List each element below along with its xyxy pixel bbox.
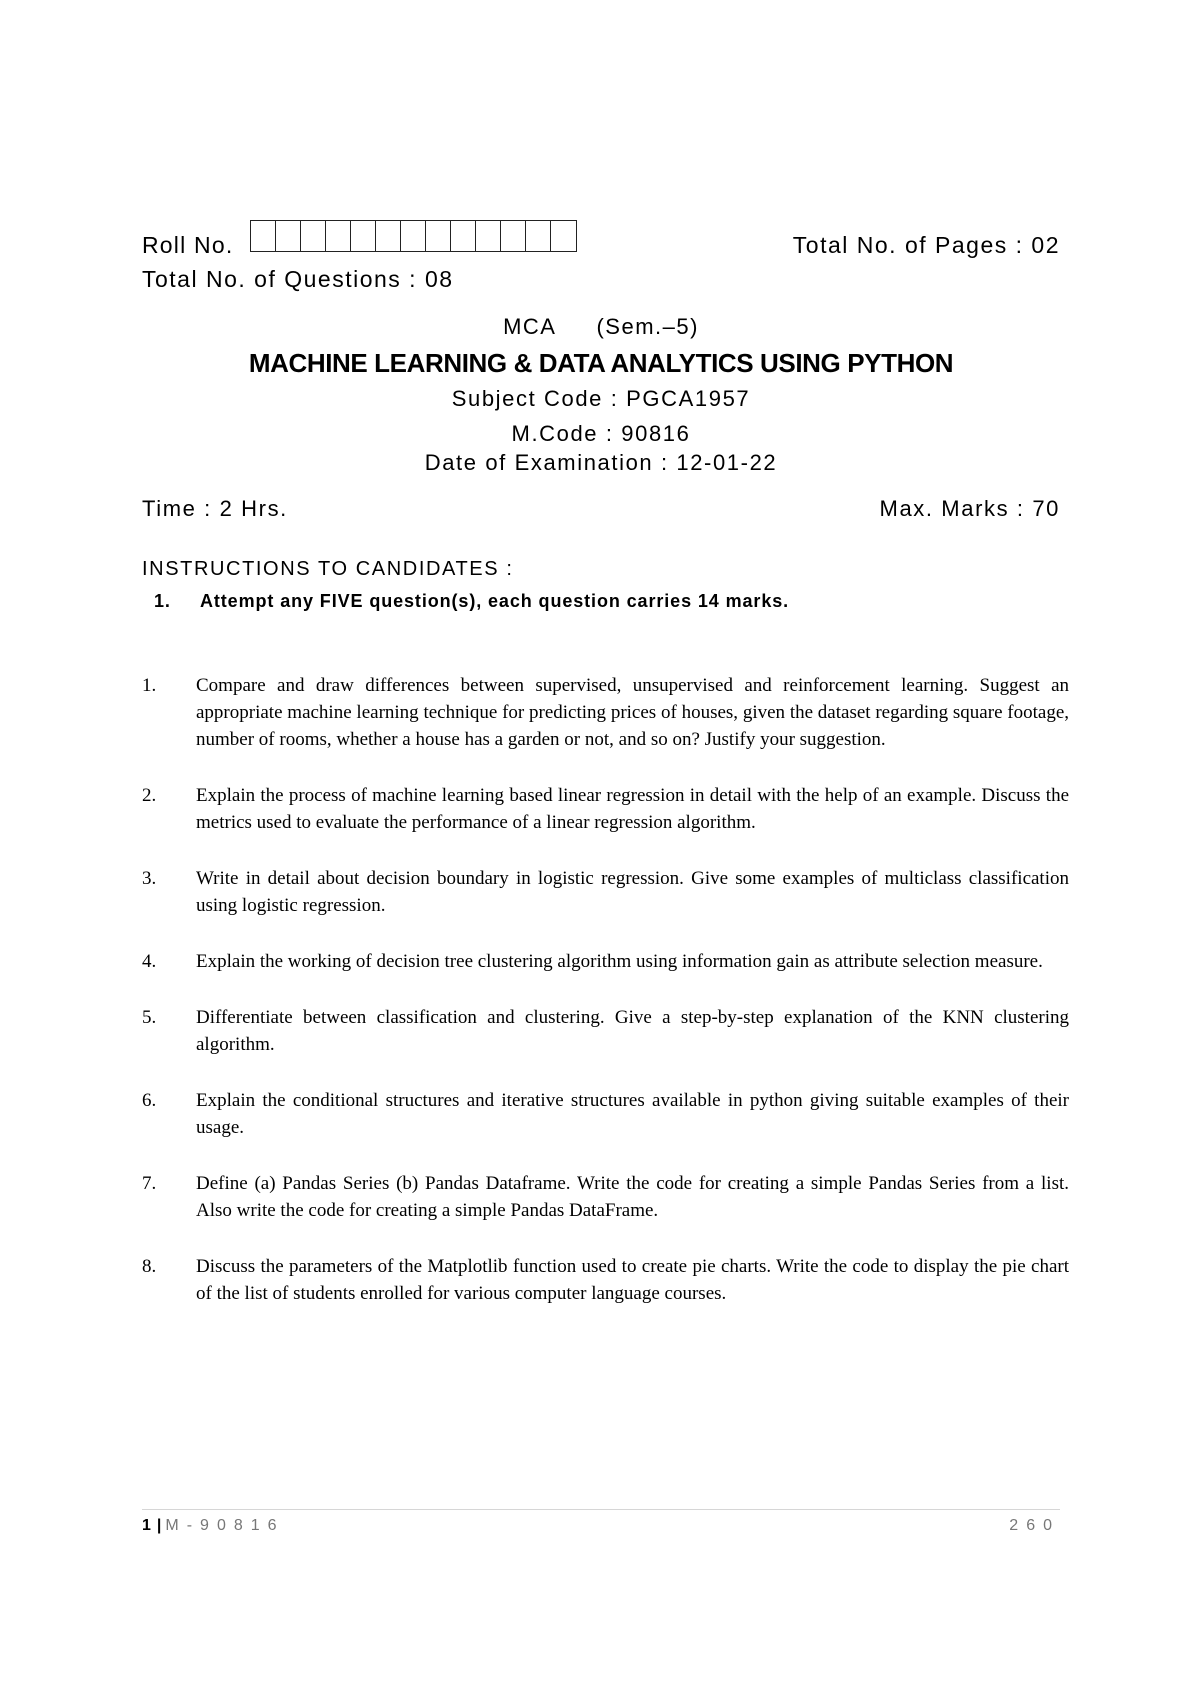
question-item xyxy=(142,782,1069,836)
total-pages-label: Total No. of Pages : 02 xyxy=(792,232,1060,258)
question-item xyxy=(142,948,1069,975)
time-marks-row xyxy=(142,496,1060,528)
question-number: 3. xyxy=(142,868,157,889)
question-number: 1. xyxy=(142,675,157,696)
question-item xyxy=(142,672,1069,753)
question-text: Discuss the parameters of the Matplotlib function used to create pie charts. Write the code to display the pie chart of the list of students enrolled for various computer language courses. xyxy=(196,1256,1069,1304)
roll-number-box xyxy=(476,221,501,251)
instruction-item xyxy=(154,591,789,612)
instruction-text: Attempt any FIVE question(s), each question carries 14 marks. xyxy=(200,591,790,611)
footer-separator: | xyxy=(156,1517,162,1534)
question-text: Explain the conditional structures and iterative structures available in python giving suitable examples of their usage. xyxy=(196,1090,1069,1138)
instructions-heading: INSTRUCTIONS TO CANDIDATES : xyxy=(142,558,514,580)
roll-number-box xyxy=(376,221,401,251)
roll-number-box xyxy=(276,221,301,251)
question-number: 5. xyxy=(142,1007,157,1028)
roll-number-box xyxy=(426,221,451,251)
course-line xyxy=(142,314,1060,340)
subject-code: Subject Code : PGCA1957 xyxy=(451,386,751,411)
question-text: Define (a) Pandas Series (b) Pandas Dataframe. Write the code for creating a simple Pandas Series from a list. Also write the code for creating a simple Pandas DataFrame. xyxy=(196,1173,1069,1221)
semester: (Sem.–5) xyxy=(596,314,699,339)
roll-number-box xyxy=(351,221,376,251)
roll-number-box xyxy=(551,221,576,251)
roll-number-box xyxy=(401,221,426,251)
footer-left xyxy=(142,1517,285,1535)
footer-divider xyxy=(142,1509,1060,1510)
question-text: Compare and draw differences between supervised, unsupervised and reinforcement learning. Suggest an appropriate machine learning technique for predicting prices of houses, given the dataset regarding square footage, number of rooms, whether a house has a garden or not, and so on? Justify your suggestion. xyxy=(196,675,1069,750)
question-number: 6. xyxy=(142,1090,157,1111)
question-number: 4. xyxy=(142,951,157,972)
footer-paper-code: M-90816 xyxy=(165,1517,285,1534)
question-item xyxy=(142,865,1069,919)
footer-right-code: 260 xyxy=(1009,1517,1060,1534)
question-number: 2. xyxy=(142,785,157,806)
question-text: Differentiate between classification and clustering. Give a step-by-step explanation of the KNN clustering algorithm. xyxy=(196,1007,1069,1055)
footer-page-number: 1 xyxy=(142,1517,151,1534)
roll-number-row xyxy=(142,220,1060,262)
program-name: MCA xyxy=(503,314,557,339)
question-list xyxy=(142,672,1069,1336)
instruction-number: 1. xyxy=(154,591,171,611)
roll-number-label: Roll No. xyxy=(142,232,234,258)
paper-title: MACHINE LEARNING & DATA ANALYTICS USING PYTHON xyxy=(248,348,954,378)
roll-number-box xyxy=(501,221,526,251)
question-text: Write in detail about decision boundary in logistic regression. Give some examples of multiclass classification using logistic regression. xyxy=(196,868,1069,916)
time-label: Time : 2 Hrs. xyxy=(142,496,288,521)
m-code: M.Code : 90816 xyxy=(511,421,691,446)
total-questions-label: Total No. of Questions : 08 xyxy=(142,266,454,292)
roll-number-box xyxy=(451,221,476,251)
question-item xyxy=(142,1253,1069,1307)
max-marks-label: Max. Marks : 70 xyxy=(879,496,1060,521)
roll-number-box xyxy=(326,221,351,251)
question-item xyxy=(142,1087,1069,1141)
question-number: 8. xyxy=(142,1256,157,1277)
exam-date: Date of Examination : 12-01-22 xyxy=(424,450,778,475)
roll-number-box xyxy=(526,221,551,251)
roll-number-box xyxy=(301,221,326,251)
roll-number-boxes xyxy=(250,220,577,252)
roll-number-box xyxy=(251,221,276,251)
question-item xyxy=(142,1004,1069,1058)
question-text: Explain the process of machine learning based linear regression in detail with the help of an example. Discuss the metrics used to evaluate the performance of a linear regression algorithm. xyxy=(196,785,1069,833)
question-text: Explain the working of decision tree clustering algorithm using information gain as attribute selection measure. xyxy=(196,951,1043,972)
question-number: 7. xyxy=(142,1173,157,1194)
question-item xyxy=(142,1170,1069,1224)
